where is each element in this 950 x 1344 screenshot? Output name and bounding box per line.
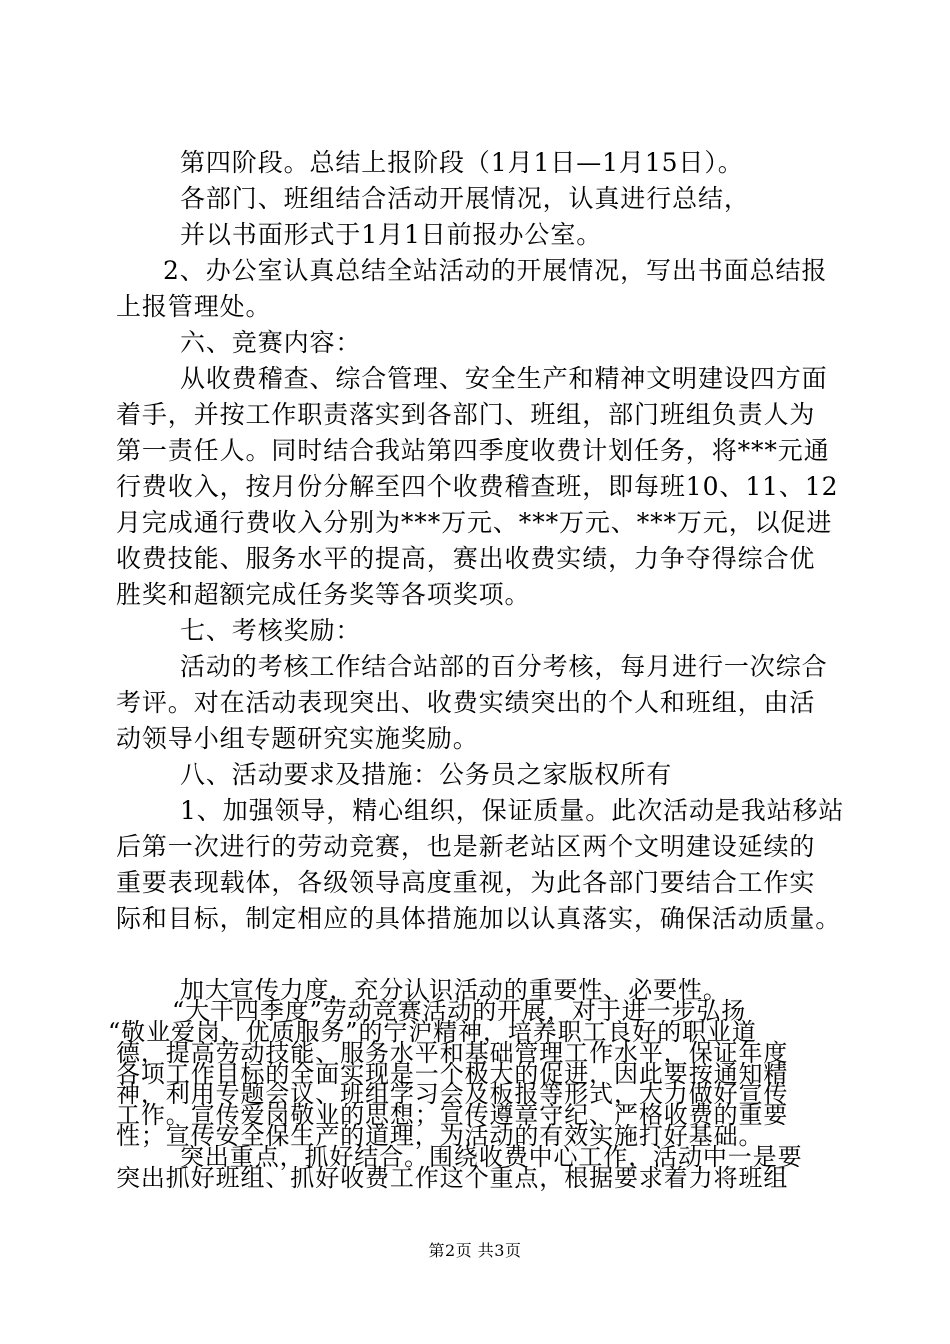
text-line: 重要表现载体，各级领导高度重视，为此各部门要结合工作实 [116, 868, 816, 897]
text-line: 加大宣传力度，充分认识活动的重要性、必要性。 [180, 976, 728, 1004]
text-line: 动领导小组专题研究实施奖励。 [116, 724, 479, 753]
text-line: 1、加强领导，精心组织，保证质量。此次活动是我站移站 [180, 796, 845, 825]
section-heading: 七、考核奖励： [180, 616, 362, 645]
text-line: 活动的考核工作结合站部的百分考核，每月进行一次综合 [180, 652, 828, 681]
text-line: “敬业爱岗、优质服务”的宁沪精神，培养职工良好的职业道 [108, 1018, 757, 1046]
text-line: 收费技能、服务水平的提高，赛出收费实绩，力争夺得综合优 [116, 544, 816, 573]
text-line: 神，利用专题会议、班组学习会及板报等形式，大力做好宣传 [116, 1080, 789, 1108]
text-line: 性；宣传安全保生产的道理，为活动的有效实施打好基础。 [116, 1122, 764, 1150]
text-line: 际和目标，制定相应的具体措施加以认真落实，确保活动质量。 [116, 904, 842, 933]
text-line: 从收费稽查、综合管理、安全生产和精神文明建设四方面 [180, 364, 828, 393]
text-line: 胜奖和超额完成任务奖等各项奖项。 [116, 580, 531, 609]
text-line: 德，提高劳动技能、服务水平和基础管理工作水平，保证年度 [116, 1039, 789, 1067]
section-heading: 八、活动要求及措施：公务员之家版权所有 [180, 760, 673, 789]
text-line: 第一责任人。同时结合我站第四季度收费计划任务，将***元通 [116, 436, 830, 465]
section-heading: 六、竞赛内容： [180, 328, 362, 357]
text-line: 各项工作目标的全面实现是一个极大的促进，因此要按通知精 [116, 1060, 789, 1088]
text-line: 月完成通行费收入分别为***万元、***万元、***万元，以促进 [116, 508, 833, 537]
text-line: 突出抓好班组、抓好收费工作这个重点，根据要求着力将班组 [116, 1164, 789, 1192]
text-line: 突出重点，抓好结合。围绕收费中心工作，活动中一是要 [180, 1143, 803, 1171]
text-line: 上报管理处。 [116, 292, 272, 321]
text-line: 各部门、班组结合活动开展情况，认真进行总结， [180, 184, 750, 213]
text-line: 2、办公室认真总结全站活动的开展情况，写出书面总结报 [163, 256, 828, 285]
text-line: 着手，并按工作职责落实到各部门、班组，部门班组负责人为 [116, 400, 816, 429]
text-line: 行费收入，按月份分解至四个收费稽查班，即每班10、11、12 [116, 472, 839, 501]
text-line: 后第一次进行的劳动竞赛，也是新老站区两个文明建设延续的 [116, 832, 816, 861]
text-line: 考评。对在活动表现突出、收费实绩突出的个人和班组，由活 [116, 688, 816, 717]
page-number-footer: 第2页 共3页 [428, 1241, 522, 1260]
text-line: 第四阶段。总结上报阶段（1月1日—1月15日）。 [180, 148, 744, 177]
text-line: 工作。宣传爱岗敬业的思想；宣传遵章守纪、严格收费的重要 [116, 1101, 789, 1129]
text-line: “大干四季度”劳动竞赛活动的开展，对于进一步弘扬 [172, 997, 747, 1025]
text-line: 并以书面形式于1月1日前报办公室。 [180, 220, 603, 249]
